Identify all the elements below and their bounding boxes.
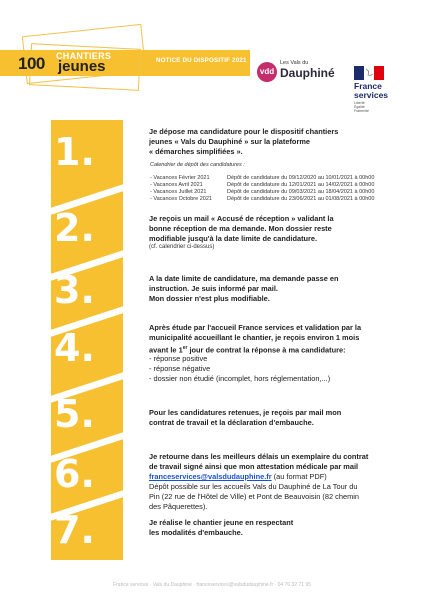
calendar-row — [150, 182, 410, 188]
calendar-period: - Vacances Février 2021 — [150, 175, 210, 181]
step6-line: de travail signé ainsi que mon attestation médicale par mail — [149, 462, 359, 471]
step-number-2: 2. — [54, 206, 95, 250]
step-number-7: 7. — [54, 508, 95, 552]
step4-text-a: avant le 1 — [149, 345, 183, 355]
motto-2: Égalité — [354, 105, 365, 109]
step2-note: (cf. calendrier ci-dessus) — [149, 244, 215, 250]
step1-text — [149, 127, 399, 157]
calendar-period: - Vacances Octobre 2021 — [150, 196, 212, 202]
step-number-4: 4. — [54, 326, 95, 370]
step7-line: Je réalise le chantier jeune en respectant — [149, 518, 294, 527]
motto-1: Liberté — [354, 101, 365, 105]
step6-line: des Pâquerettes). — [149, 502, 208, 511]
logo-jeunes: jeunes — [58, 58, 106, 75]
step2-line: Je reçois un mail « Accusé de réception » validant la — [149, 214, 334, 223]
calendar-row — [150, 189, 410, 195]
step4-sup: er — [182, 345, 188, 351]
step4-text-b: jour de contrat la réponse à ma candidature: — [187, 345, 346, 355]
vdd-logo-name: Dauphiné — [280, 66, 335, 80]
option-negative: - réponse négative — [149, 364, 211, 373]
notice-title: NOTICE DU DISPOSITIF 2021 — [156, 57, 247, 64]
step2-text — [149, 214, 399, 244]
step5-text — [149, 408, 399, 428]
calendar-period: - Vacances Avril 2021 — [150, 182, 203, 188]
step-number-5: 5. — [54, 392, 95, 436]
step1-line: « démarches simplifiées ». — [149, 147, 243, 156]
calendar-title: Calendrier de dépôt des candidatures : — [150, 162, 245, 168]
step3-line: Mon dossier n'est plus modifiable. — [149, 294, 270, 303]
step5-line: Pour les candidatures retenues, je reçois par mail mon — [149, 408, 342, 417]
step6-line: Pin (22 rue de l'Hôtel de Ville) et Pont de Beauvoisin (82 chemin — [149, 492, 359, 501]
step3-line: instruction. Je suis informé par mail. — [149, 284, 278, 293]
step4-line: Après étude par l'accueil France services et validation par la — [149, 323, 362, 332]
email-link[interactable]: franceservices@valsdudauphine.fr — [149, 472, 272, 481]
step-number-1: 1. — [54, 130, 95, 174]
step-number-3: 3. — [54, 268, 95, 312]
calendar-range: Dépôt de candidature du 09/12/2020 au 10/01/2021 à 00h00 — [227, 175, 375, 181]
calendar-period: - Vacances Juillet 2021 — [150, 189, 207, 195]
france-motto — [354, 101, 369, 113]
calendar-row — [150, 175, 410, 181]
option-not-studied: - dossier non étudié (incomplet, hors réglementation,...) — [149, 374, 331, 383]
calendar-row — [150, 196, 410, 202]
step4-options — [149, 354, 399, 384]
step2-line: bonne réception de ma demande. Mon dossier reste — [149, 224, 332, 233]
calendar-range: Dépôt de candidature du 09/03/2021 au 18/04/2021 à 00h00 — [227, 189, 375, 195]
fr-line2: services — [354, 90, 389, 100]
step6-text — [149, 452, 411, 512]
step1-line: Je dépose ma candidature pour le dispositif chantiers — [149, 127, 339, 136]
footer-contact: France services · Vals du Dauphiné · franceservices@valsdudauphine.fr · 04 76 32 71 95 — [113, 582, 311, 588]
step6-line — [149, 472, 411, 482]
logo-chantiers: CHANTIERS — [56, 51, 112, 61]
french-flag-icon — [354, 66, 384, 80]
motto-3: Fraternité — [354, 109, 369, 113]
vdd-logo: vdd — [257, 62, 277, 82]
step4-line: municipalité accueillant le chantier, je reçois environ 1 mois — [149, 333, 360, 342]
step2-line: modifiable jusqu'à la date limite de candidature. — [149, 234, 318, 243]
step1-line: jeunes « Vals du Dauphiné » sur la plateforme — [149, 137, 311, 146]
calendar-range: Dépôt de candidature du 12/01/2021 au 14/02/2021 à 00h00 — [227, 182, 375, 188]
logo-number: 100 — [18, 54, 45, 73]
vdd-logo-small: Les Vals du — [280, 60, 309, 66]
step5-line: contrat de travail et la déclaration d'embauche. — [149, 418, 314, 427]
calendar-range: Dépôt de candidature du 23/06/2021 au 01/08/2021 à 00h00 — [227, 196, 375, 202]
fr-line1: France — [354, 81, 382, 91]
step3-line: A la date limite de candidature, ma demande passe en — [149, 274, 339, 283]
option-positive: - réponse positive — [149, 354, 208, 363]
step7-text — [149, 518, 399, 538]
step6-line: Dépôt possible sur les accueils Vals du Dauphiné de La Tour du — [149, 482, 358, 491]
step6-line: Je retourne dans les meilleurs délais un exemplaire du contrat — [149, 452, 369, 461]
step7-line: les modalités d'embauche. — [149, 528, 243, 537]
step3-text — [149, 274, 399, 304]
step6-format: (au format PDF) — [271, 472, 327, 481]
france-services-logo — [354, 82, 388, 100]
step4-text — [149, 323, 411, 355]
step-number-6: 6. — [54, 452, 95, 496]
